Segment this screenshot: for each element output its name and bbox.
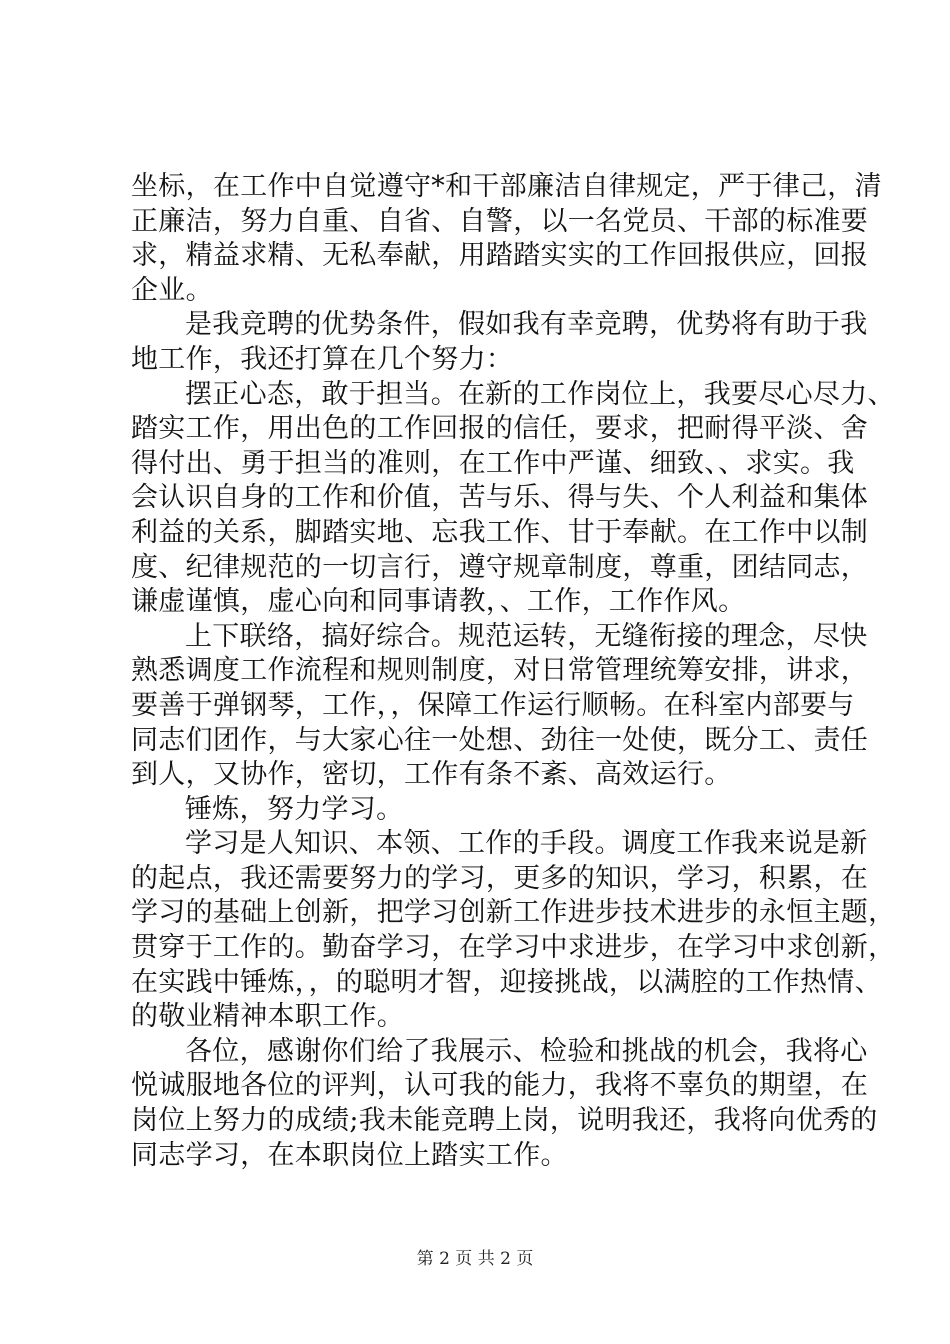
- text-line: 会认识自身的工作和价值，苦与乐、得与失、个人利益和集体: [131, 482, 869, 514]
- text-line: 摆正心态，敢于担当。在新的工作岗位上，我要尽心尽力、: [185, 378, 895, 410]
- text-line: 熟悉调度工作流程和规则制度，对日常管理统筹安排，讲求，: [131, 655, 869, 687]
- text-line: 同志们团作，与大家心往一处想、劲往一处使，既分工、责任: [131, 724, 869, 756]
- text-line: 悦诚服地各位的评判，认可我的能力，我将不辜负的期望，在: [131, 1070, 869, 1102]
- text-line: 在实践中锤炼，，的聪明才智，迎接挑战，以满腔的工作热情、: [131, 966, 882, 998]
- text-line: 岗位上努力的成绩;我未能竞聘上岗，说明我还，我将向优秀的: [131, 1105, 878, 1137]
- text-line: 学习是人知识、本领、工作的手段。调度工作我来说是新: [185, 828, 868, 860]
- text-line: 度、纪律规范的一切言行，遵守规章制度，尊重，团结同志，: [131, 551, 869, 583]
- text-line: 得付出、勇于担当的准则，在工作中严谨、细致、、求实。我: [131, 447, 855, 479]
- text-line: 利益的关系，脚踏实地、忘我工作、甘于奉献。在工作中以制: [131, 516, 869, 548]
- text-line: 各位，感谢你们给了我展示、检验和挑战的机会，我将心: [185, 1035, 868, 1067]
- text-line: 同志学习，在本职岗位上踏实工作。: [131, 1139, 568, 1171]
- document-body: [131, 170, 896, 1173]
- text-line: 的起点，我还需要努力的学习，更多的知识，学习，积累，在: [131, 862, 869, 894]
- text-line: 求，精益求精、无私奉献，用踏踏实实的工作回报供应，回报: [131, 240, 869, 272]
- text-line: 正廉洁，努力自重、自省、自警，以一名党员、干部的标准要: [131, 205, 869, 237]
- text-line: 踏实工作，用出色的工作回报的信任，要求，把耐得平淡、舍: [131, 413, 869, 445]
- text-line: 企业。: [131, 274, 213, 306]
- text-line: 的敬业精神本职工作。: [131, 1001, 404, 1033]
- text-line: 上下联络，搞好综合。规范运转，无缝衔接的理念，尽快: [185, 620, 868, 652]
- text-line: 谦虚谨慎，虚心向和同事请教，、工作，工作作风。: [131, 586, 746, 618]
- text-line: 学习的基础上创新，把学习创新工作进步技术进步的永恒主题，: [131, 897, 896, 929]
- text-line: 地工作，我还打算在几个努力：: [131, 343, 514, 375]
- text-line: 是我竞聘的优势条件，假如我有幸竞聘，优势将有助于我: [185, 309, 868, 341]
- page-footer: 第 2 页 共 2 页: [416, 1249, 534, 1269]
- text-line: 坐标，在工作中自觉遵守*和干部廉洁自律规定，严于律己，清: [131, 171, 882, 202]
- text-line: 要善于弹钢琴，工作，，保障工作运行顺畅。在科室内部要与: [131, 689, 855, 721]
- text-line: 到人，又协作，密切，工作有条不紊、高效运行。: [131, 759, 732, 791]
- text-line: 贯穿于工作的。勤奋学习，在学习中求进步，在学习中求创新，: [131, 932, 896, 964]
- text-line: 锤炼，努力学习。: [185, 793, 404, 825]
